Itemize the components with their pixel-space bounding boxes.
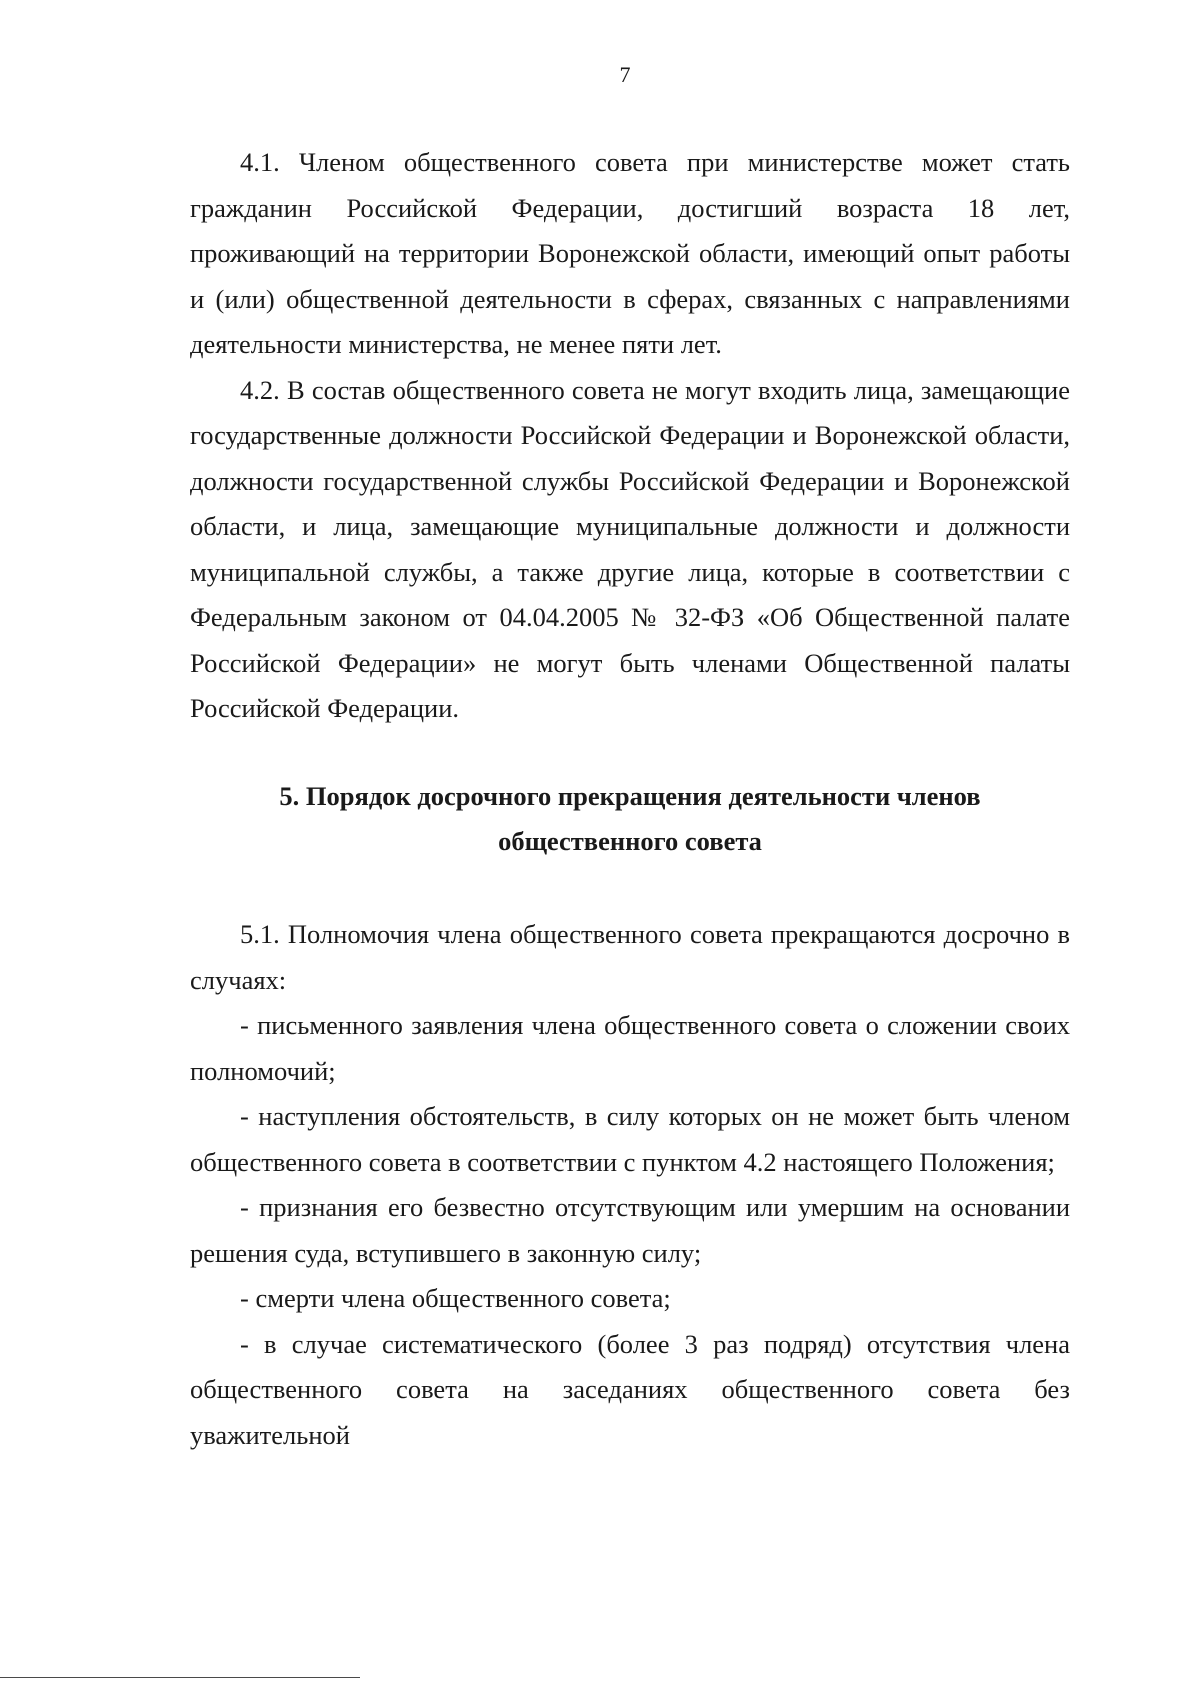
section-5-heading-line-2: общественного совета xyxy=(498,826,762,856)
paragraph-4-1: 4.1. Членом общественного совета при министерстве может стать гражданин Российской Федерации, достигший возраста 18 лет, проживающий на территории Воронежской области, имеющий опыт работы и (или) общественной деятельности в сферах, связанных с направлениями деятельности министерства, не менее пяти лет. xyxy=(190,147,1070,359)
list-item-missing-or-deceased: - признания его безвестно отсутствующим или умершим на основании решения суда, вступившего в законную силу; xyxy=(190,1192,1070,1268)
footer-rule xyxy=(0,1677,360,1678)
paragraph-4-2: 4.2. В состав общественного совета не могут входить лица, замещающие государственные должности Российской Федерации и Воронежской области, должности государственной службы Российской Федерации и Воронежской области, и лица, замещающие муниципальные должности и должности муниципальной службы, а также другие лица, которые в соответствии с Федеральным законом от 04.04.2005 № 32-ФЗ «Об Общественной палате Российской Федерации» не могут быть членами Общественной палаты Российской Федерации. xyxy=(190,374,1070,723)
list-item-death: - смерти члена общественного совета; xyxy=(240,1283,671,1313)
section-5-heading-line-1: 5. Порядок досрочного прекращения деятельности членов xyxy=(279,781,981,811)
section-4-body xyxy=(190,140,1070,732)
list-item-circumstances: - наступления обстоятельств, в силу которых он не может быть членом общественного совета в соответствии с пунктом 4.2 настоящего Положения; xyxy=(190,1101,1070,1177)
section-5-body xyxy=(190,912,1070,1458)
list-item-written-statement: - письменного заявления члена общественного совета о сложении своих полномочий; xyxy=(190,1010,1070,1086)
paragraph-5-1: 5.1. Полномочия члена общественного совета прекращаются досрочно в случаях: xyxy=(190,919,1070,995)
section-5-heading xyxy=(190,774,1070,864)
page-number: 7 xyxy=(619,62,631,87)
list-item-systematic-absence: - в случае систематического (более 3 раз подряд) отсутствия члена общественного совета на заседаниях общественного совета без уважительной xyxy=(190,1328,1070,1450)
